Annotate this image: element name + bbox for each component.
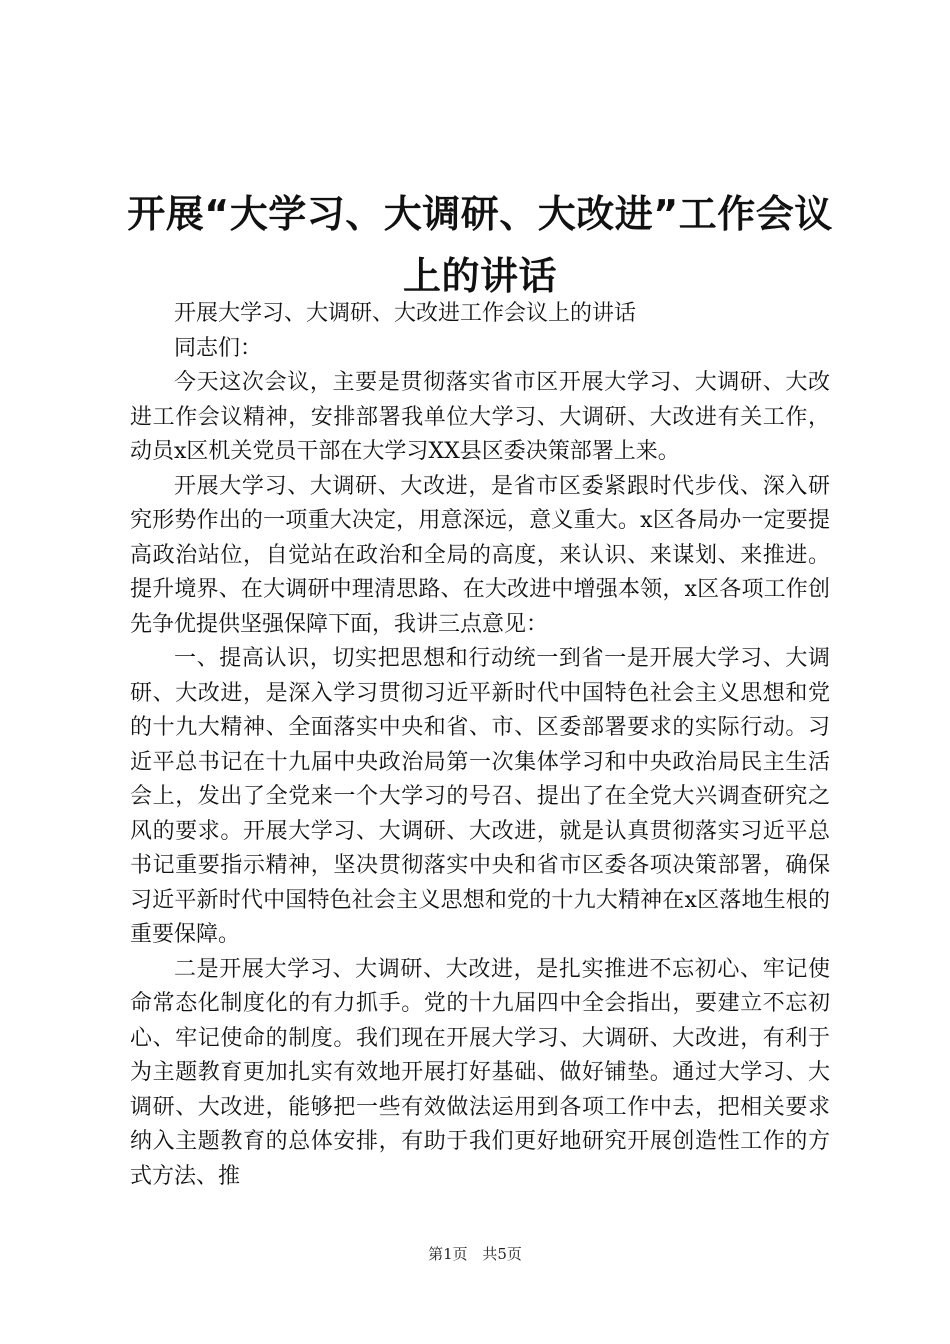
page-footer (0, 1244, 950, 1264)
paragraph-subtitle: 开展大学习、大调研、大改进工作会议上的讲话 (174, 301, 637, 326)
paragraph: 一、提高认识，切实把思想和行动统一到省一是开展大学习、大调研、大改进，是深入学习贯彻习近平新时代中国特色社会主义思想和党的十九大精神、全面落实中央和省、市、区委部署要求的实际行动。习近平总书记在十九届中央政治局第一次集体学习和中央政治局民主生活会上，发出了全党来一个大学习的号召、提出了在全党大兴调查研究之风的要求。开展大学习、大调研、大改进，就是认真贯彻落实习近平总书记重要指示精神，坚决贯彻落实中央和省市区委各项决策部署，确保习近平新时代中国特色社会主义思想和党的十九大精神在x区落地生根的重要保障。 (130, 646, 830, 947)
paragraph: 二是开展大学习、大调研、大改进，是扎实推进不忘初心、牢记使命常态化制度化的有力抓手。党的十九届四中全会指出，要建立不忘初心、牢记使命的制度。我们现在开展大学习、大调研、大改进，有利于为主题教育更加扎实有效地开展打好基础、做好铺垫。通过大学习、大调研、大改进，能够把一些有效做法运用到各项工作中去，把相关要求纳入主题教育的总体安排，有助于我们更好地研究开展创造性工作的方式方法、推 (130, 956, 830, 1189)
document-title: 开展“大学习、大调研、大改进”工作会议上的讲话 (127, 192, 833, 299)
paragraph: 今天这次会议，主要是贯彻落实省市区开展大学习、大调研、大改进工作会议精神，安排部署我单位大学习、大调研、大改进有关工作，动员x区机关党员干部在大学习XX县区委决策部署上来。 (130, 370, 830, 464)
document-body (130, 297, 830, 1194)
paragraph: 开展大学习、大调研、大改进，是省市区委紧跟时代步伐、深入研究形势作出的一项重大决定，用意深远，意义重大。x区各局办一定要提高政治站位，自觉站在政治和全局的高度，来认识、来谋划、来推进。提升境界、在大调研中理清思路、在大改进中增强本领，x区各项工作创先争优提供坚强保障下面，我讲三点意见： (130, 473, 830, 637)
page-total: 共5页 (482, 1245, 522, 1263)
page-number: 第1页 (428, 1245, 468, 1263)
paragraph-salutation: 同志们： (174, 335, 263, 361)
